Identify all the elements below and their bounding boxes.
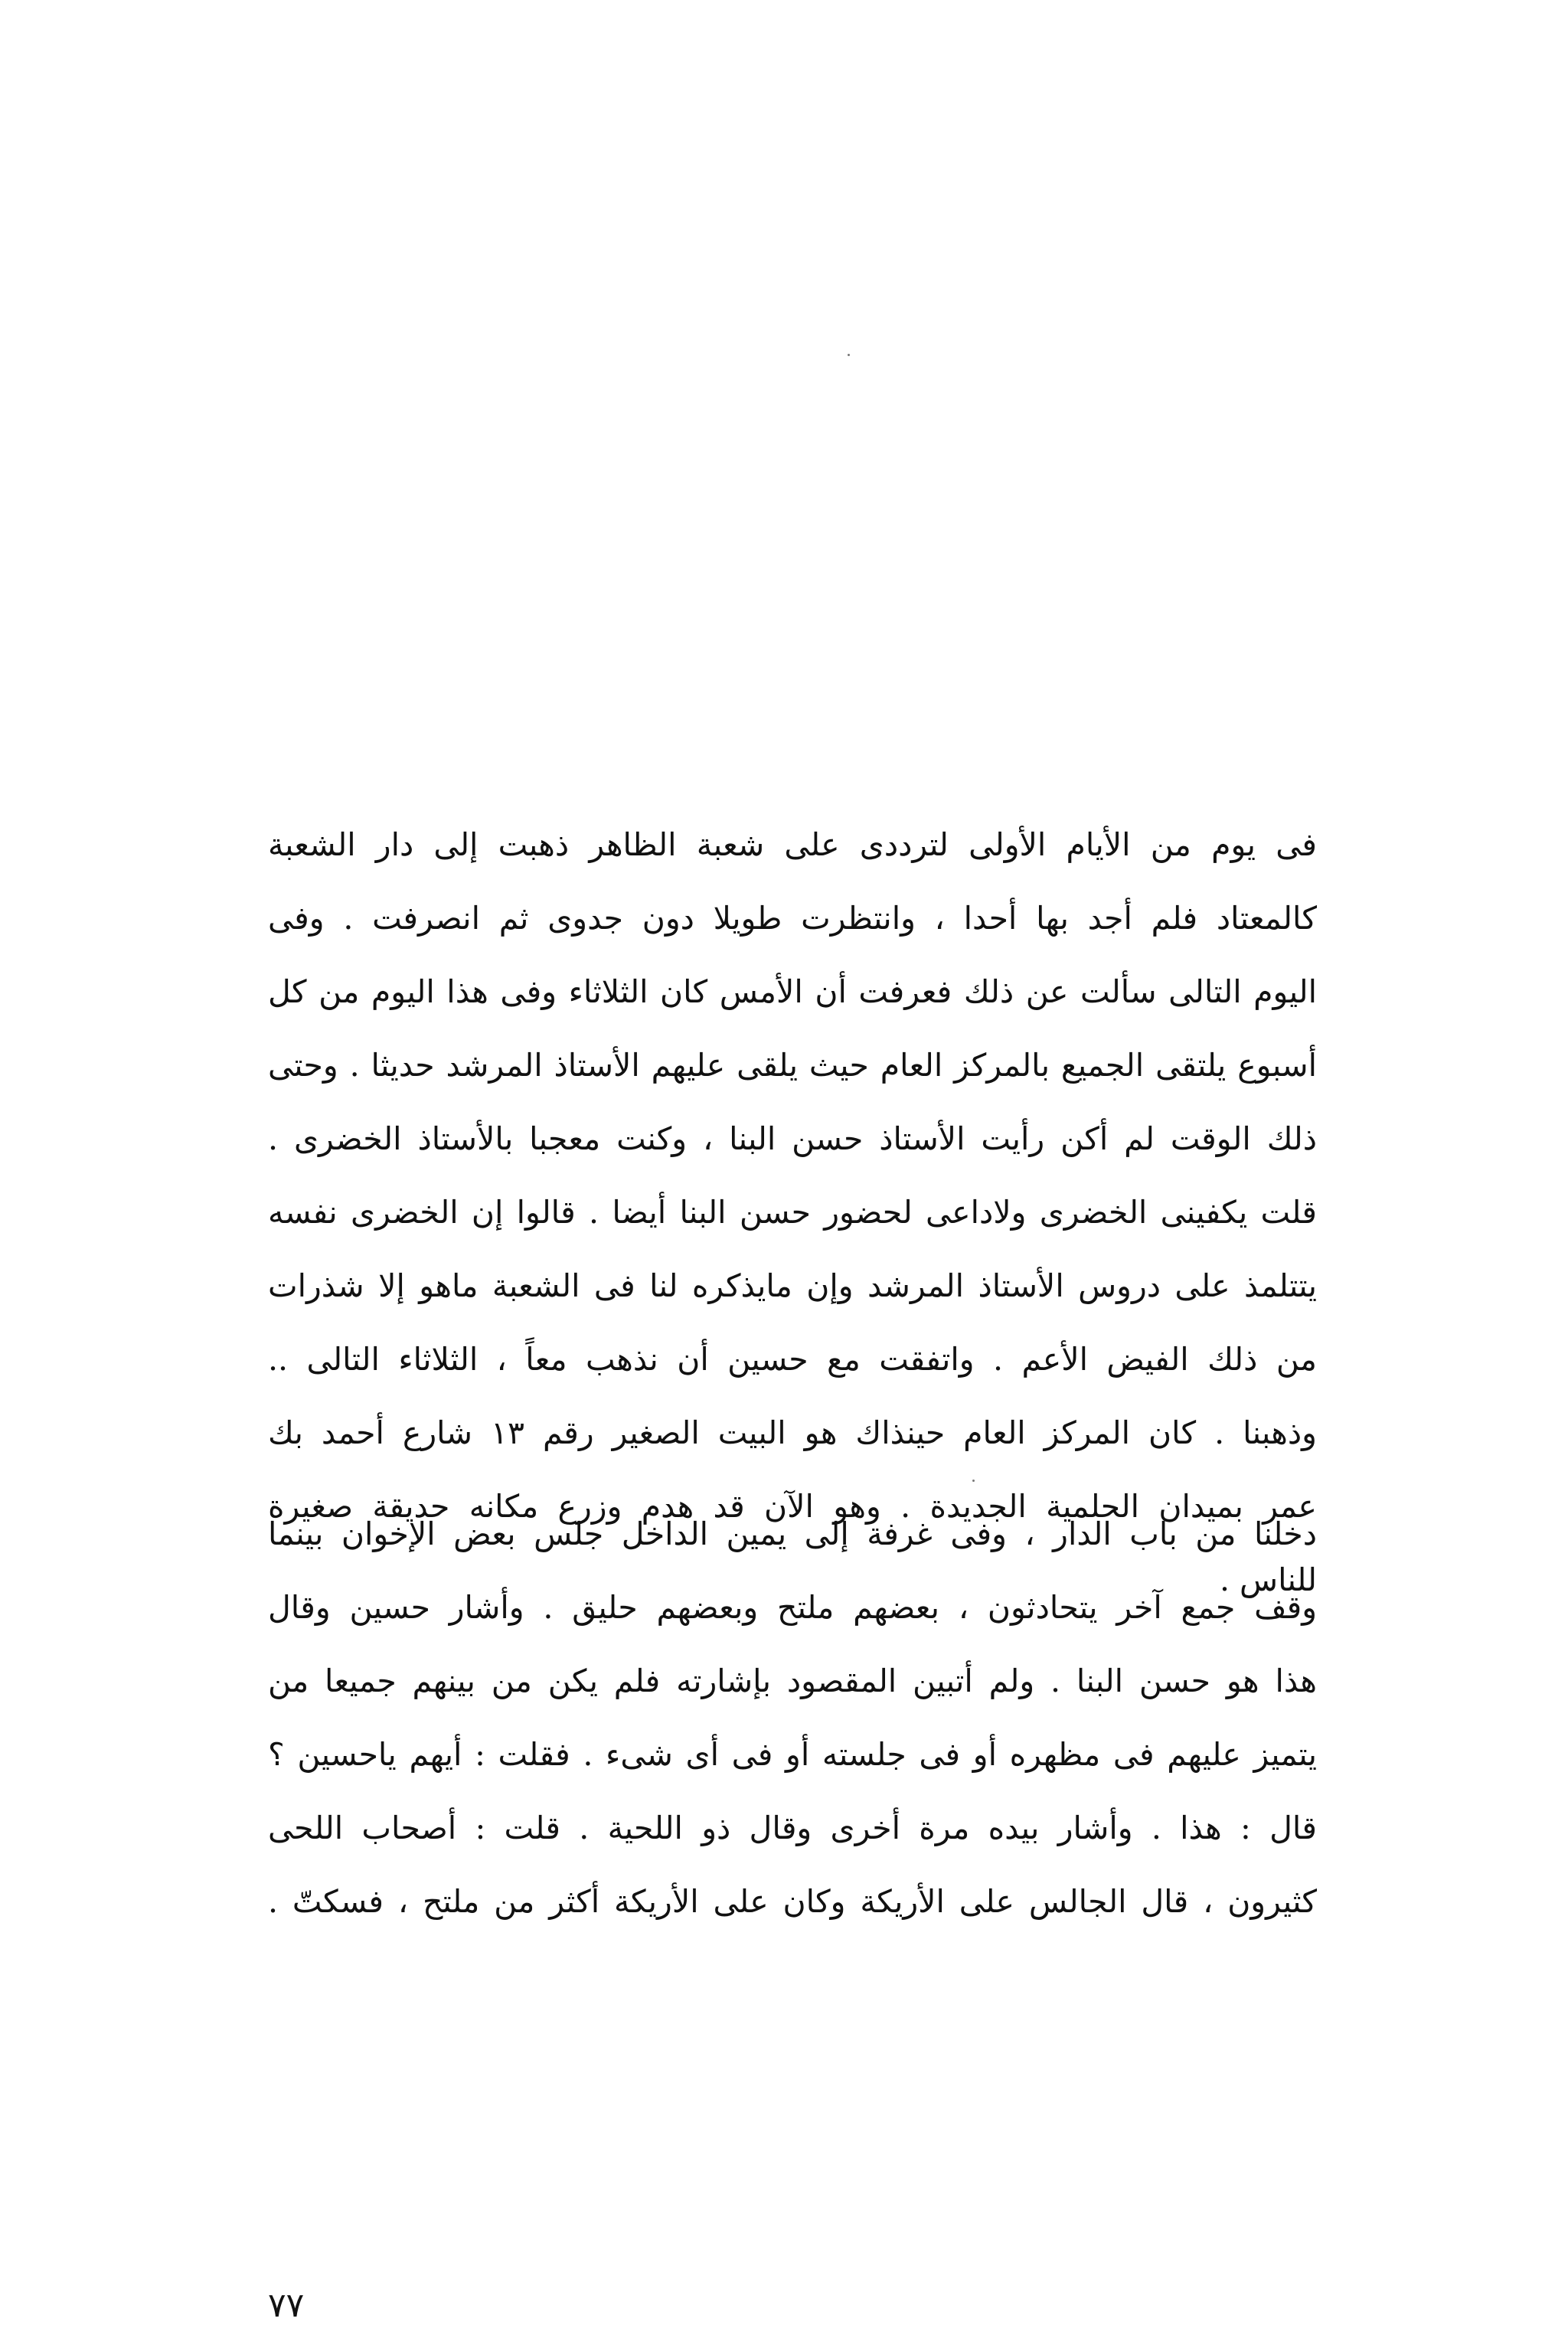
text-line: كالمعتاد فلم أجد بها أحدا ، وانتظرت طويلا دون جدوى ثم انصرفت . وفى bbox=[268, 900, 1317, 937]
text-line: وذهبنا . كان المركز العام حينذاك هو البيت الصغير رقم ١٣ شارع أحمد بك bbox=[268, 1414, 1317, 1451]
text-line: دخلنا من باب الدار ، وفى غرفة إلى يمين الداخل جلس بعض الإخوان بينما bbox=[268, 1516, 1317, 1552]
text-line: فى يوم من الأيام الأولى لترددى على شعبة الظاهر ذهبت إلى دار الشعبة bbox=[268, 826, 1317, 863]
text-line: أسبوع يلتقى الجميع بالمركز العام حيث يلقى عليهم الأستاذ المرشد حديثا . وحتى bbox=[268, 1047, 1317, 1084]
text-line: للناس . bbox=[1219, 1561, 1317, 1598]
text-line: عمر بميدان الحلمية الجديدة . وهو الآن قد هدم وزرع مكانه حديقة صغيرة bbox=[268, 1488, 1317, 1525]
text-line: كثيرون ، قال الجالس على الأريكة وكان على الأريكة أكثر من ملتح ، فسكتّ . bbox=[268, 1883, 1317, 1920]
text-line: يتميز عليهم فى مظهره أو فى جلسته أو فى أى شىء . فقلت : أيهم ياحسين ؟ bbox=[268, 1736, 1317, 1773]
text-line: قال : هذا . وأشار بيده مرة أخرى وقال ذو اللحية . قلت : أصحاب اللحى bbox=[268, 1810, 1317, 1846]
text-line: من ذلك الفيض الأعم . واتفقت مع حسين أن نذهب معاً ، الثلاثاء التالى .. bbox=[268, 1341, 1317, 1378]
text-line: وقف جمع آخر يتحادثون ، بعضهم ملتح وبعضهم حليق . وأشار حسين وقال bbox=[268, 1589, 1317, 1626]
text-line: يتتلمذ على دروس الأستاذ المرشد وإن مايذكره لنا فى الشعبة ماهو إلا شذرات bbox=[268, 1267, 1317, 1304]
text-line: هذا هو حسن البنا . ولم أتبين المقصود بإشارته فلم يكن من بينهم جميعا من bbox=[268, 1663, 1317, 1699]
text-line: ذلك الوقت لم أكن رأيت الأستاذ حسن البنا ، وكنت معجبا بالأستاذ الخضرى . bbox=[268, 1120, 1317, 1157]
page-number: ٧٧ bbox=[268, 2286, 305, 2325]
print-speck bbox=[848, 354, 850, 356]
text-line: قلت يكفينى الخضرى ولاداعى لحضور حسن البنا أيضا . قالوا إن الخضرى نفسه bbox=[268, 1194, 1317, 1231]
paragraph-2 bbox=[268, 1497, 1317, 1938]
paragraph-1 bbox=[268, 808, 1317, 1617]
text-line: اليوم التالى سألت عن ذلك فعرفت أن الأمس كان الثلاثاء وفى هذا اليوم من كل bbox=[268, 973, 1317, 1010]
